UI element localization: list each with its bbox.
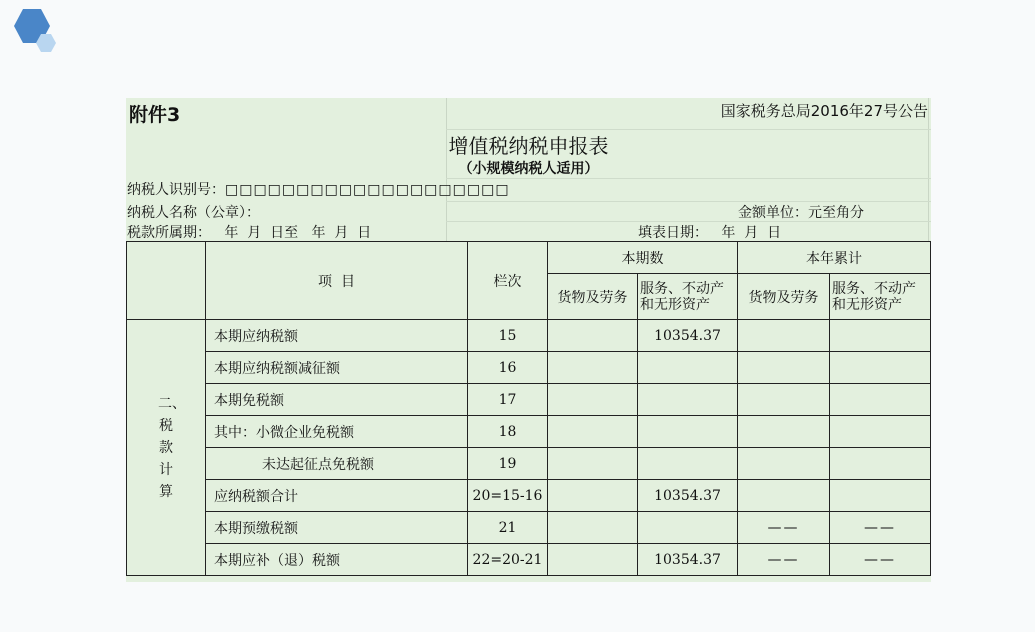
table-row [127,512,931,544]
ytd-services-cell [830,384,931,416]
notice-reference: 国家税务总局2016年27号公告 [720,102,928,120]
line-cell: 20=15-16 [468,480,548,512]
vat-return-form [126,98,931,582]
item-cell: 本期应补（退）税额 [206,544,468,576]
ytd-goods-cell [738,384,830,416]
ytd-goods-cell: —— [738,512,830,544]
current-services-header: 服务、不动产和无形资产 [638,274,738,320]
table-row [127,320,931,352]
ytd-services-cell: —— [830,512,931,544]
ytd-goods-cell [738,480,830,512]
tax-period: 税款所属期： 年 月 日至 年 月 日 [127,225,372,241]
line-cell: 21 [468,512,548,544]
cur-services-cell: 10354.37 [638,544,738,576]
ytd-goods-cell [738,320,830,352]
table-row [127,352,931,384]
cur-goods-cell [548,384,638,416]
ytd-services-cell [830,320,931,352]
taxpayer-id-label: 纳税人识别号： [127,182,225,198]
cur-services-cell [638,384,738,416]
taxpayer-id-boxes: □□□□□□□□□□□□□□□□□□□□ [225,182,510,198]
table-row [127,544,931,576]
annex-label: 附件3 [129,104,181,126]
cur-goods-cell [548,448,638,480]
item-cell: 本期免税额 [206,384,468,416]
cur-goods-cell [548,512,638,544]
cur-goods-cell [548,544,638,576]
ytd-header: 本年累计 [738,242,931,274]
form-title: 增值税纳税申报表 [448,134,609,158]
item-cell: 本期预缴税额 [206,512,468,544]
ytd-services-cell [830,448,931,480]
table-row [127,480,931,512]
table-row [127,416,931,448]
taxpayer-id-row [127,179,510,199]
item-header: 项 目 [206,242,468,320]
cur-goods-cell [548,320,638,352]
current-goods-header: 货物及劳务 [548,274,638,320]
line-header: 栏次 [468,242,548,320]
line-cell: 16 [468,352,548,384]
taxpayer-name-label: 纳税人名称（公章）： [127,205,260,221]
cur-goods-cell [548,352,638,384]
ytd-services-cell [830,480,931,512]
section-label-cell [127,320,206,576]
cur-services-cell [638,352,738,384]
cur-goods-cell [548,416,638,448]
ytd-goods-cell [738,416,830,448]
ytd-services-cell [830,352,931,384]
current-period-header: 本期数 [548,242,738,274]
tax-table [126,241,931,576]
table-row [127,384,931,416]
ytd-services-cell: —— [830,544,931,576]
item-cell: 本期应纳税额 [206,320,468,352]
amount-unit: 金额单位：元至角分 [738,205,864,221]
section-label: 二、税款计算 [158,395,186,500]
line-cell: 17 [468,384,548,416]
line-cell: 19 [468,448,548,480]
item-cell: 本期应纳税额减征额 [206,352,468,384]
item-cell: 其中：小微企业免税额 [206,416,468,448]
grid-line [446,178,931,179]
cur-services-cell: 10354.37 [638,320,738,352]
ytd-services-header: 服务、不动产和无形资产 [830,274,931,320]
hexagon-logo-icon [11,6,61,52]
fill-date: 填表日期： 年 月 日 [638,225,782,241]
cur-services-cell [638,512,738,544]
ytd-goods-cell [738,448,830,480]
cur-services-cell [638,448,738,480]
form-subtitle: （小规模纳税人适用） [458,161,599,177]
ytd-services-cell [830,416,931,448]
item-cell: 应纳税额合计 [206,480,468,512]
line-cell: 22=20-21 [468,544,548,576]
line-cell: 15 [468,320,548,352]
ytd-goods-cell [738,352,830,384]
header-row [127,242,931,274]
section-header-cell [127,242,206,320]
cur-services-cell: 10354.37 [638,480,738,512]
ytd-goods-header: 货物及劳务 [738,274,830,320]
table-row [127,448,931,480]
ytd-goods-cell: —— [738,544,830,576]
cur-services-cell [638,416,738,448]
cur-goods-cell [548,480,638,512]
line-cell: 18 [468,416,548,448]
item-cell: 未达起征点免税额 [206,448,468,480]
